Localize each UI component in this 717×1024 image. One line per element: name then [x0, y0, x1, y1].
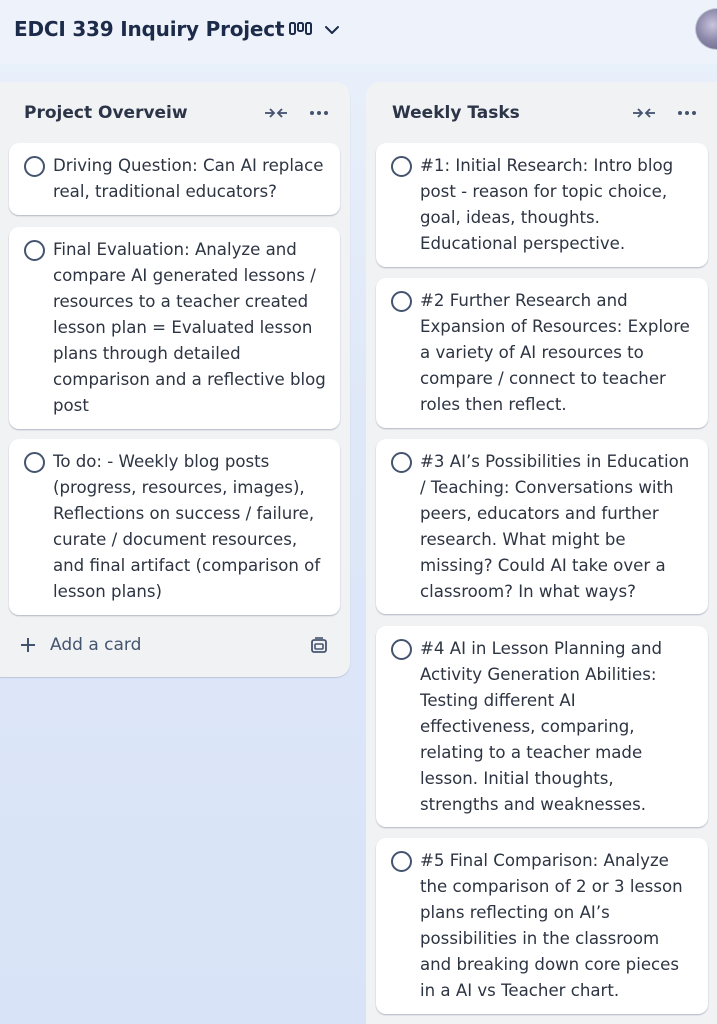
list-project-overview	[0, 82, 350, 677]
card[interactable]	[376, 439, 708, 614]
collapse-list-icon[interactable]	[262, 102, 290, 124]
board-view-icon[interactable]	[288, 20, 314, 40]
checkbox-circle-icon[interactable]	[391, 452, 412, 473]
card-title: #3 AI’s Possibilities in Education / Teaching: Conversations with peers, educators and further research. What might be missing? Could AI take over a classroom? In what ways?	[420, 452, 690, 601]
card[interactable]	[9, 439, 340, 615]
card-title: To do: - Weekly blog posts (progress, resources, images), Reflections on success / failure, curate / document resources, and final artifact (comparison of lesson plans)	[53, 452, 321, 601]
chevron-down-icon[interactable]	[322, 20, 342, 40]
add-card-button[interactable]	[18, 632, 338, 662]
card[interactable]	[376, 838, 708, 1014]
list-title[interactable]: Project Overveiw	[24, 103, 188, 123]
card-title: #5 Final Comparison: Analyze the comparison of 2 or 3 lesson plans reflecting on AI’s possibilities in the classroom and breaking down core pieces in a AI vs Teacher chart.	[420, 851, 683, 1000]
more-horizontal-icon[interactable]	[305, 102, 333, 124]
add-card-label: Add a card	[50, 635, 142, 655]
collapse-list-icon[interactable]	[630, 102, 658, 124]
list-title[interactable]: Weekly Tasks	[392, 103, 520, 123]
card[interactable]	[376, 143, 708, 267]
card[interactable]	[9, 143, 340, 215]
card[interactable]	[376, 278, 708, 428]
card-title: #2 Further Research and Expansion of Resources: Explore a variety of AI resources to compare / connect to teacher roles then reflect.	[420, 291, 690, 414]
more-horizontal-icon[interactable]	[673, 102, 701, 124]
checkbox-circle-icon[interactable]	[24, 240, 45, 261]
card-title: #1: Initial Research: Intro blog post - reason for topic choice, goal, ideas, thoughts. Educational perspective.	[420, 156, 674, 253]
board-header	[0, 0, 717, 64]
list-weekly-tasks	[366, 82, 717, 1024]
plus-icon	[18, 635, 38, 655]
checkbox-circle-icon[interactable]	[391, 639, 412, 660]
card-title: #4 AI in Lesson Planning and Activity Generation Abilities: Testing different AI effectiveness, comparing, relating to a teacher made lesson. Initial thoughts, strengths and weaknesses.	[420, 639, 663, 814]
checkbox-circle-icon[interactable]	[24, 156, 45, 177]
checkbox-circle-icon[interactable]	[24, 452, 45, 473]
checkbox-circle-icon[interactable]	[391, 291, 412, 312]
checkbox-circle-icon[interactable]	[391, 851, 412, 872]
board-title[interactable]: EDCI 339 Inquiry Project	[14, 17, 285, 41]
card-title: Final Evaluation: Analyze and compare AI generated lessons / resources to a teacher created lesson plan = Evaluated lesson plans through detailed comparison and a reflective blog post	[53, 240, 326, 415]
checkbox-circle-icon[interactable]	[391, 156, 412, 177]
avatar[interactable]	[695, 8, 717, 50]
card-template-icon[interactable]	[309, 636, 329, 656]
card-title: Driving Question: Can AI replace real, traditional educators?	[53, 156, 324, 201]
card[interactable]	[376, 626, 708, 827]
card[interactable]	[9, 227, 340, 429]
